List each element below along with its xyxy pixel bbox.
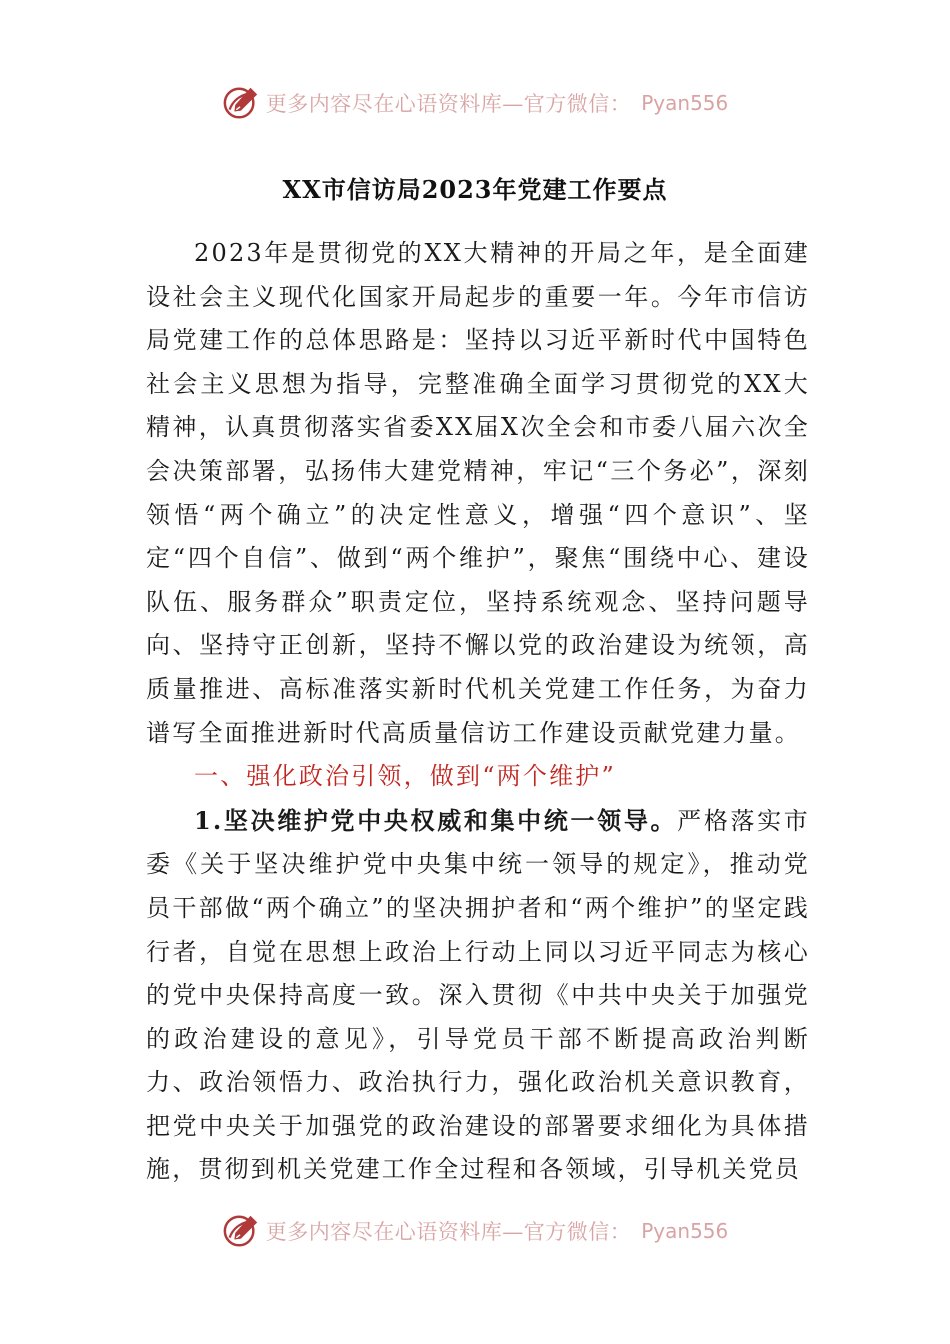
document-title: XX市信访局2023年党建工作要点 [282, 175, 668, 204]
item-body: 严格落实市委《关于坚决维护党中央集中统一领导的规定》，推动党员干部做“两个确立”的坚决拥护者和“两个维护”的坚定践行者，自觉在思想上政治上行动上同以习近平同志为核心的党中央保持高度一致。深入贯彻《中共中央关于加强党的政治建设的意见》，引导党员干部不断提高政治判断力、政治领悟力、政治执行力，强化政治机关意识教育，把党中央关于加强党的政治建设的部署要求细化为具体措施，贯彻到机关党建工作全过程和各领域，引导机关党员 [146, 806, 810, 1184]
pen-logo-icon [222, 84, 260, 122]
section-heading: 一、强化政治引领，做到“两个维护” [194, 762, 616, 791]
watermark-wechat-id: Pyan556 [641, 91, 729, 115]
intro-paragraph: 2023年是贯彻党的XX大精神的开局之年，是全面建设社会主义现代化国家开局起步的重要一年。今年市信访局党建工作的总体思路是：坚持以习近平新时代中国特色社会主义思想为指导，完整准确全面学习贯彻党的XX大精神，认真贯彻落实省委XX届X次全会和市委八届六次全会决策部署，弘扬伟大建党精神，牢记“三个务必”，深刻领悟“两个确立”的决定性意义，增强“四个意识”、坚定“四个自信”、做到“两个维护”，聚焦“围绕中心、建设队伍、服务群众”职责定位，坚持系统观念、坚持问题导向、坚持守正创新，坚持不懈以党的政治建设为统领，高质量推进、高标准落实新时代机关党建工作任务，为奋力谱写全面推进新时代高质量信访工作建设贡献党建力量。 [146, 239, 810, 747]
item-lead: 1.坚决维护党中央权威和集中统一领导。 [194, 805, 678, 835]
document-body [146, 232, 810, 1192]
pen-logo-icon [222, 1212, 260, 1250]
watermark-banner-top [0, 78, 950, 128]
watermark-text: 更多内容尽在心语资料库—官方微信： [265, 92, 632, 116]
item-paragraph [146, 799, 810, 1192]
watermark-banner-bottom [0, 1206, 950, 1256]
watermark-text: 更多内容尽在心语资料库—官方微信： [265, 1220, 632, 1244]
watermark-wechat-id: Pyan556 [641, 1219, 729, 1243]
